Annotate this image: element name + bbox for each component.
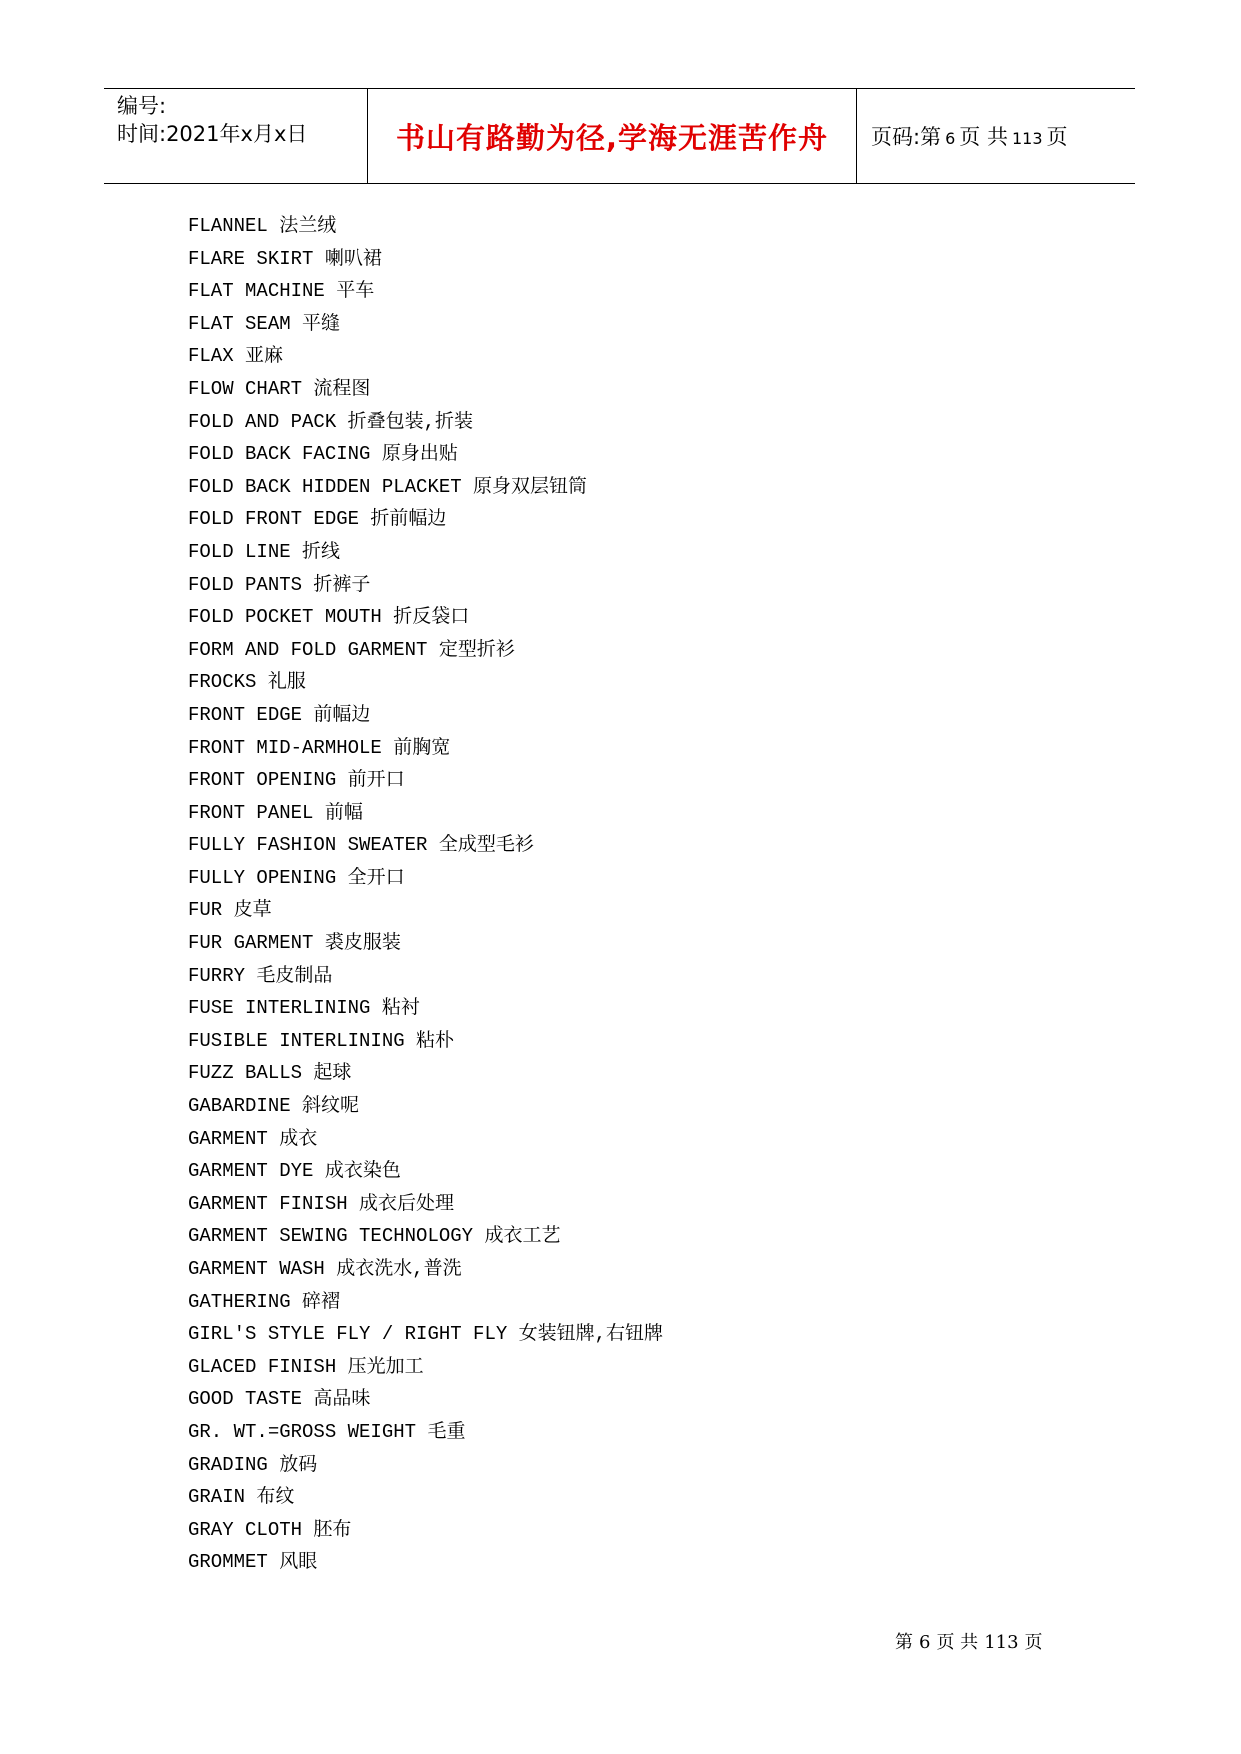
glossary-entry: FOLD PANTS 折裤子	[188, 573, 371, 596]
glossary-entry: GRAY CLOTH 胚布	[188, 1518, 352, 1541]
glossary-entry: FLAT MACHINE 平车	[188, 280, 375, 303]
glossary-entry: GRAIN 布纹	[188, 1486, 295, 1509]
glossary-entry: FRONT OPENING 前开口	[188, 769, 405, 792]
glossary-entry: GLACED FINISH 压光加工	[188, 1355, 424, 1378]
glossary-entry: FROCKS 礼服	[188, 671, 306, 694]
glossary-entry: FUZZ BALLS 起球	[188, 1062, 352, 1085]
glossary-entry: GRADING 放码	[188, 1453, 318, 1476]
glossary-entry: GR. WT.=GROSS WEIGHT 毛重	[188, 1420, 466, 1443]
glossary-entry: FRONT PANEL 前幅	[188, 801, 363, 824]
header-motto-cell	[368, 89, 857, 183]
glossary-entry: GARMENT DYE 成衣染色	[188, 1160, 401, 1183]
glossary-entry: GIRL'S STYLE FLY / RIGHT FLY 女装钮牌,右钮牌	[188, 1323, 664, 1346]
glossary-entry: GOOD TASTE 高品味	[188, 1388, 371, 1411]
page-code-prefix: 页码:第	[871, 125, 942, 149]
footer-current-page: 6	[919, 1632, 931, 1653]
glossary-entry: FOLD AND PACK 折叠包装,折装	[188, 410, 474, 433]
motto-text: 书山有路勤为径,学海无涯苦作舟	[395, 120, 829, 155]
page-code-middle: 页 共	[959, 125, 1008, 149]
footer-middle: 页 共	[936, 1632, 979, 1653]
header-meta-cell	[104, 89, 368, 183]
page-header	[104, 88, 1135, 184]
glossary-entry: FLAX 亚麻	[188, 345, 284, 368]
glossary-entry: FURRY 毛皮制品	[188, 964, 333, 987]
serial-label: 编号:	[117, 94, 167, 118]
glossary-entry: FOLD BACK HIDDEN PLACKET 原身双层钮筒	[188, 475, 588, 498]
glossary-list	[188, 210, 663, 1579]
glossary-entry: GABARDINE 斜纹呢	[188, 1095, 360, 1118]
page-code-total: 113	[1011, 129, 1043, 148]
date-line: 时间:2021年x月x日	[117, 122, 308, 146]
page-code-suffix: 页	[1046, 125, 1068, 149]
glossary-entry: FUSIBLE INTERLINING 粘朴	[188, 1029, 455, 1052]
glossary-entry: FOLD POCKET MOUTH 折反袋口	[188, 606, 470, 629]
page-footer	[895, 1628, 1049, 1654]
footer-prefix: 第	[895, 1632, 913, 1653]
glossary-entry: FRONT EDGE 前幅边	[188, 703, 371, 726]
glossary-entry: FOLD FRONT EDGE 折前幅边	[188, 508, 447, 531]
footer-total-pages: 113	[984, 1632, 1019, 1653]
glossary-entry: FLANNEL 法兰绒	[188, 215, 337, 237]
glossary-entry: GARMENT FINISH 成衣后处理	[188, 1192, 455, 1215]
glossary-entry: FOLD BACK FACING 原身出贴	[188, 443, 458, 466]
footer-suffix: 页	[1024, 1632, 1043, 1653]
glossary-entry: GATHERING 碎褶	[188, 1290, 341, 1313]
glossary-entry: FULLY OPENING 全开口	[188, 866, 405, 889]
glossary-entry: GARMENT SEWING TECHNOLOGY 成衣工艺	[188, 1225, 561, 1248]
glossary-entry: GARMENT 成衣	[188, 1127, 318, 1150]
glossary-entry: FLARE SKIRT 喇叭裙	[188, 247, 382, 270]
glossary-entry: FOLD LINE 折线	[188, 540, 341, 563]
glossary-entry: FUR 皮草	[188, 899, 272, 922]
glossary-entry: GARMENT WASH 成衣洗水,普洗	[188, 1258, 462, 1280]
page-code	[871, 121, 1068, 151]
glossary-entry: GROMMET 风眼	[188, 1551, 318, 1574]
glossary-entry: FUSE INTERLINING 粘衬	[188, 997, 420, 1020]
glossary-entry: FLOW CHART 流程图	[188, 377, 371, 400]
header-page-code-cell	[857, 89, 1135, 183]
page-code-current: 6	[945, 129, 956, 148]
glossary-entry: FORM AND FOLD GARMENT 定型折衫	[188, 638, 515, 661]
glossary-entry: FUR GARMENT 裘皮服装	[188, 932, 401, 955]
glossary-entry: FULLY FASHION SWEATER 全成型毛衫	[188, 834, 534, 857]
glossary-entry: FLAT SEAM 平缝	[188, 312, 341, 335]
glossary-entry: FRONT MID-ARMHOLE 前胸宽	[188, 736, 451, 759]
